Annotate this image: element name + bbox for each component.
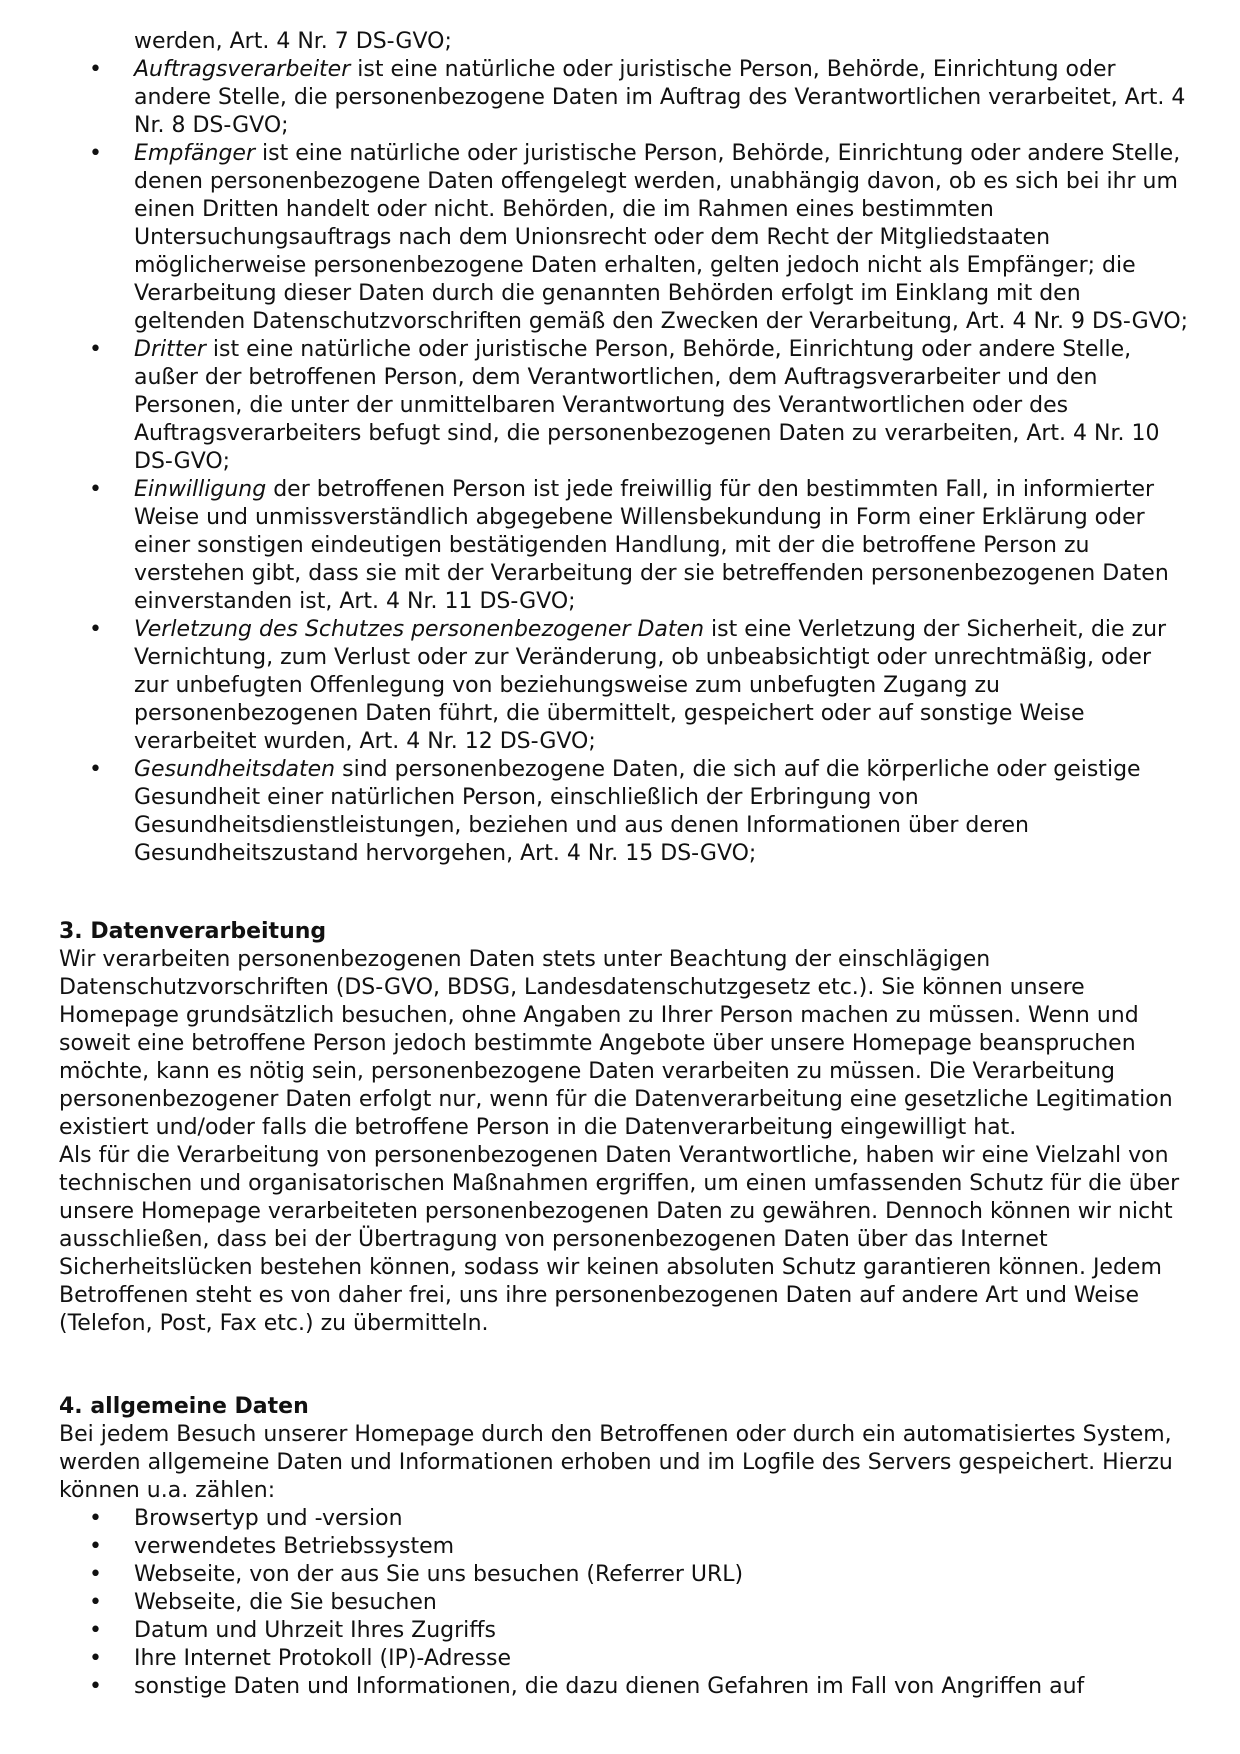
paragraph: Wir verarbeiten personenbezogenen Daten stets unter Beachtung der einschlägigen Datenschutzvorschriften (DS-GVO, BDSG, Landesdatenschutzgesetz etc.). Sie können unsere Homepage grundsätzlich besuchen, ohne Angaben zu Ihrer Person machen zu müssen. Wenn und soweit eine betroffene Person jedoch bestimmte Angebote über unsere Homepage beanspruchen möchte, kann es nötig sein, personenbezogene Daten verarbeiten zu müssen. Die Verarbeitung personenbezogener Daten erfolgt nur, wenn für die Datenverarbeitung eine gesetzliche Legitimation existiert und/oder falls die betroffene Person in die Datenverarbeitung eingewilligt hat. — [59, 947, 1173, 1140]
definitions-block — [59, 28, 1189, 868]
list-item — [59, 1533, 1189, 1561]
bullet-icon: • — [89, 757, 102, 782]
bullet-icon: • — [89, 1506, 102, 1531]
list-item — [59, 1505, 1189, 1533]
list-item — [59, 476, 1189, 616]
section-datenverarbeitung — [59, 918, 1189, 1338]
list-item — [59, 140, 1189, 336]
definition-text: ist eine natürliche oder juristische Person, Behörde, Einrichtung oder andere Stelle, außer der betroffenen Person, dem Verantwortlichen, dem Auftragsverarbeiter und den Personen, die unter der unmittelbaren Verantwortung des Verantwortlichen oder des Auftragsverarbeiters befugt sind, die personenbezogenen Daten zu verarbeiten, Art. 4 Nr. 10 DS-GVO; — [134, 337, 1160, 474]
bullet-icon: • — [89, 141, 102, 166]
section-allgemeine-daten — [59, 1393, 1189, 1701]
definition-text: ist eine natürliche oder juristische Person, Behörde, Einrichtung oder andere Stelle, denen personenbezogene Daten offengelegt werden, unabhängig davon, ob es sich bei ihr um einen Dritten handelt oder nicht. Behörden, die im Rahmen eines bestimmten Untersuchungsauftrags nach dem Unionsrecht oder dem Recht der Mitgliedstaaten möglicherweise personenbezogene Daten erhalten, gelten jedoch nicht als Empfänger; die Verarbeitung dieser Daten durch die genannten Behörden erfolgt im Einklang mit den geltenden Datenschutzvorschriften gemäß den Zwecken der Verarbeitung, Art. 4 Nr. 9 DS-GVO; — [134, 141, 1189, 334]
bullet-icon: • — [89, 57, 102, 82]
definition-text: sind personenbezogene Daten, die sich auf die körperliche oder geistige Gesundheit einer natürlichen Person, einschließlich der Erbringung von Gesundheitsdienstleistungen, beziehen und aus denen Informationen über deren Gesundheitszustand hervorgehen, Art. 4 Nr. 15 DS-GVO; — [134, 757, 1141, 866]
definition-text: ist eine natürliche oder juristische Person, Behörde, Einrichtung oder andere Stelle, die personenbezogene Daten im Auftrag des Verantwortlichen verarbeitet, Art. 4 Nr. 8 DS-GVO; — [134, 57, 1186, 138]
list-item — [59, 56, 1189, 140]
list-item-text: Datum und Uhrzeit Ihres Zugriffs — [134, 1618, 496, 1643]
bullet-icon: • — [89, 1590, 102, 1615]
paragraph: Als für die Verarbeitung von personenbezogenen Daten Verantwortliche, haben wir eine Vielzahl von technischen und organisatorischen Maßnahmen ergriffen, um einen umfassenden Schutz für die über unsere Homepage verarbeiteten personenbezogenen Daten zu gewähren. Dennoch können wir nicht ausschließen, dass bei der Übertragung von personenbezogenen Daten über das Internet Sicherheitslücken bestehen können, sodass wir keinen absoluten Schutz garantieren können. Jedem Betroffenen steht es von daher frei, uns ihre personenbezogenen Daten auf andere Art und Weise (Telefon, Post, Fax etc.) zu übermitteln. — [59, 1143, 1180, 1336]
list-item — [59, 1645, 1189, 1673]
definition-text: der betroffenen Person ist jede freiwillig für den bestimmten Fall, in informierter Weise und unmissverständlich abgegebene Willensbekundung in Form einer Erklärung oder einer sonstigen eindeutigen bestätigenden Handlung, mit der die betroffene Person zu verstehen gibt, dass sie mit der Verarbeitung der sie betreffenden personenbezogenen Daten einverstanden ist, Art. 4 Nr. 11 DS-GVO; — [134, 477, 1169, 614]
list-item — [59, 616, 1189, 756]
definition-term: Empfänger — [134, 141, 256, 166]
list-item-text: Browsertyp und -version — [134, 1506, 403, 1531]
definitions-intro: werden, Art. 4 Nr. 7 DS-GVO; — [134, 29, 452, 54]
definition-term: Einwilligung — [134, 477, 267, 502]
list-item-text: Ihre Internet Protokoll (IP)-Adresse — [134, 1646, 512, 1671]
section-heading: 4. allgemeine Daten — [59, 1394, 309, 1419]
data-items-list — [59, 1505, 1189, 1701]
list-item — [59, 1561, 1189, 1589]
bullet-icon: • — [89, 1534, 102, 1559]
definition-text: ist eine Verletzung der Sicherheit, die zur Vernichtung, zum Verlust oder zur Veränderung, ob unbeabsichtigt oder unrechtmäßig, oder zur unbefugten Offenlegung von beziehungsweise zum unbefugten Zugang zu personenbezogenen Daten führt, die übermittelt, gespeichert oder auf sonstige Weise verarbeitet wurden, Art. 4 Nr. 12 DS-GVO; — [134, 617, 1167, 754]
list-item — [59, 756, 1189, 868]
list-item — [59, 1589, 1189, 1617]
list-item-text: verwendetes Betriebssystem — [134, 1534, 455, 1559]
definition-term: Gesundheitsdaten — [134, 757, 336, 782]
paragraph: Bei jedem Besuch unserer Homepage durch den Betroffenen oder durch ein automatisiertes System, werden allgemeine Daten und Informationen erhoben und im Logfile des Servers gespeichert. Hierzu können u.a. zählen: — [59, 1422, 1173, 1503]
list-item-text: sonstige Daten und Informationen, die dazu dienen Gefahren im Fall von Angriffen auf — [134, 1674, 1085, 1699]
section-heading: 3. Datenverarbeitung — [59, 919, 327, 944]
list-item — [59, 1617, 1189, 1645]
list-item-text: Webseite, die Sie besuchen — [134, 1590, 437, 1615]
list-item — [59, 336, 1189, 476]
bullet-icon: • — [89, 477, 102, 502]
definition-term: Dritter — [134, 337, 206, 362]
bullet-icon: • — [89, 337, 102, 362]
list-item-text: Webseite, von der aus Sie uns besuchen (Referrer URL) — [134, 1562, 744, 1587]
definitions-list — [59, 56, 1189, 868]
bullet-icon: • — [89, 1674, 102, 1699]
list-item — [59, 1673, 1189, 1701]
bullet-icon: • — [89, 1618, 102, 1643]
bullet-icon: • — [89, 1562, 102, 1587]
definition-term: Auftragsverarbeiter — [134, 57, 351, 82]
definition-term: Verletzung des Schutzes personenbezogener Daten — [134, 617, 705, 642]
bullet-icon: • — [89, 1646, 102, 1671]
bullet-icon: • — [89, 617, 102, 642]
